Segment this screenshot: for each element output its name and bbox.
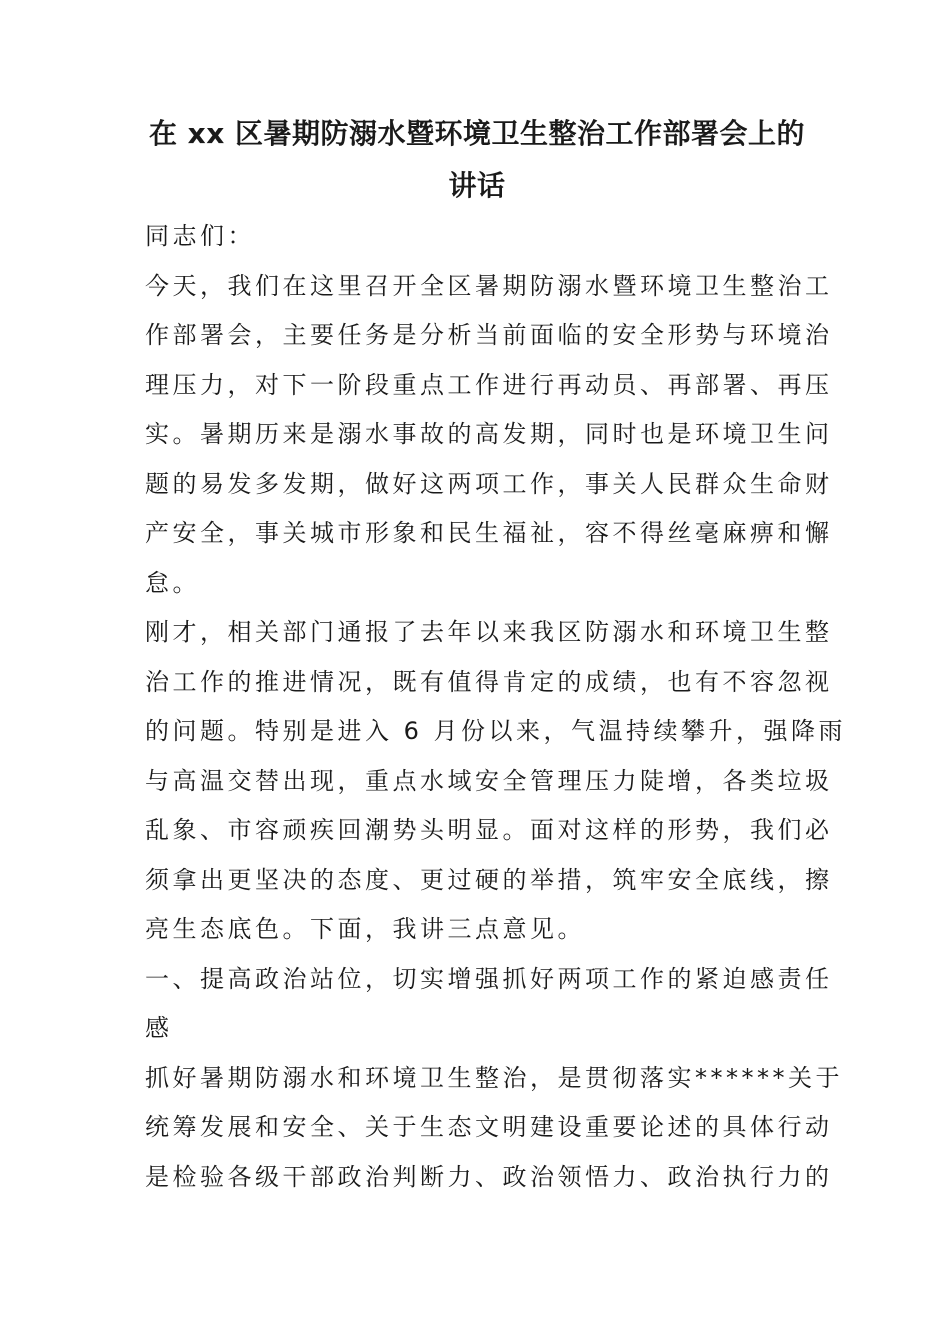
- paragraph-intro: [145, 262, 833, 609]
- text-line: 感: [145, 1014, 173, 1042]
- text-line: 治工作的推进情况，既有值得肯定的成绩，也有不容忽视: [145, 667, 833, 696]
- title-line: 在 xx 区暑期防溺水暨环境卫生整治工作部署会上的: [148, 117, 806, 150]
- section-heading-one: [145, 955, 833, 1054]
- document-page: [145, 108, 847, 1202]
- text-line: 题的易发多发期，做好这两项工作，事关人民群众生命财: [145, 469, 833, 498]
- text-line: 怠。: [145, 568, 200, 597]
- text-line: 的问题。特别是进入 6 月份以来，气温持续攀升，强降雨: [145, 717, 847, 745]
- text-line: 与高温交替出现，重点水域安全管理压力陡增，各类垃圾: [145, 766, 833, 795]
- title-line: 讲话: [448, 169, 506, 202]
- text-line: 须拿出更坚决的态度、更过硬的举措，筑牢安全底线，擦: [145, 865, 833, 894]
- text-line: 乱象、市容顽疾回潮势头明显。面对这样的形势，我们必: [145, 816, 833, 844]
- text-line: 是检验各级干部政治判断力、政治领悟力、政治执行力的: [145, 1162, 833, 1191]
- text-line: 统筹发展和安全、关于生态文明建设重要论述的具体行动: [145, 1113, 833, 1141]
- text-line: 亮生态底色。下面，我讲三点意见。: [145, 915, 585, 943]
- salutation: 同志们：: [145, 222, 255, 250]
- text-line: 作部署会，主要任务是分析当前面临的安全形势与环境治: [145, 321, 833, 349]
- text-line: 抓好暑期防溺水和环境卫生整治，是贯彻落实******关于: [145, 1063, 843, 1092]
- text-line: 产安全，事关城市形象和民生福祉，容不得丝毫麻痹和懈: [145, 519, 833, 547]
- document-title: [145, 108, 809, 212]
- text-line: 今天，我们在这里召开全区暑期防溺水暨环境卫生整治工: [145, 271, 833, 300]
- text-line: 刚才，相关部门通报了去年以来我区防溺水和环境卫生整: [145, 618, 833, 646]
- text-line: 一、提高政治站位，切实增强抓好两项工作的紧迫感责任: [145, 964, 833, 993]
- text-line: 实。暑期历来是溺水事故的高发期，同时也是环境卫生问: [145, 420, 833, 448]
- paragraph-section-one: [145, 1054, 843, 1203]
- text-line: 理压力，对下一阶段重点工作进行再动员、再部署、再压: [145, 370, 833, 399]
- paragraph-situation: [145, 608, 847, 955]
